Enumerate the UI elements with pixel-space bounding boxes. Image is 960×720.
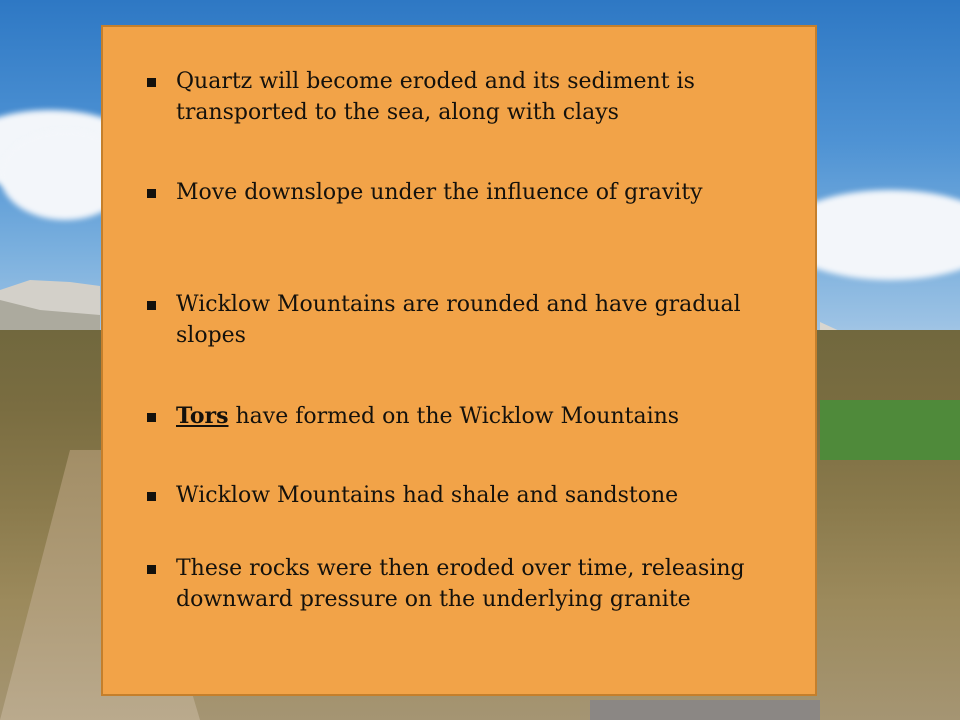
- bullet-text: Wicklow Mountains had shale and sandstone: [176, 483, 679, 508]
- green-field: [820, 400, 960, 460]
- key-term: Tors: [176, 403, 229, 429]
- bullet-text: Move downslope under the influence of gravity: [176, 180, 703, 205]
- square-bullet-icon: [147, 189, 156, 198]
- bullet-text: Quartz will become eroded and its sediment is transported to the sea, along with clays: [176, 69, 695, 125]
- content-panel: [101, 25, 817, 696]
- bullet-text: [176, 401, 807, 432]
- bullet-item: [147, 66, 807, 128]
- square-bullet-icon: [147, 492, 156, 501]
- bullet-item: [147, 289, 807, 351]
- bullet-item: [147, 177, 807, 208]
- bullet-text-rest: have formed on the Wicklow Mountains: [228, 404, 680, 429]
- bullet-item: [147, 480, 807, 511]
- gravel-path: [590, 700, 820, 720]
- square-bullet-icon: [147, 565, 156, 574]
- bullet-item: [147, 401, 807, 432]
- bullet-item: [147, 553, 807, 615]
- square-bullet-icon: [147, 78, 156, 87]
- bullet-text: These rocks were then eroded over time, releasing downward pressure on the underlying granite: [176, 556, 745, 612]
- square-bullet-icon: [147, 301, 156, 310]
- square-bullet-icon: [147, 413, 156, 422]
- bullet-text: Wicklow Mountains are rounded and have gradual slopes: [176, 292, 741, 348]
